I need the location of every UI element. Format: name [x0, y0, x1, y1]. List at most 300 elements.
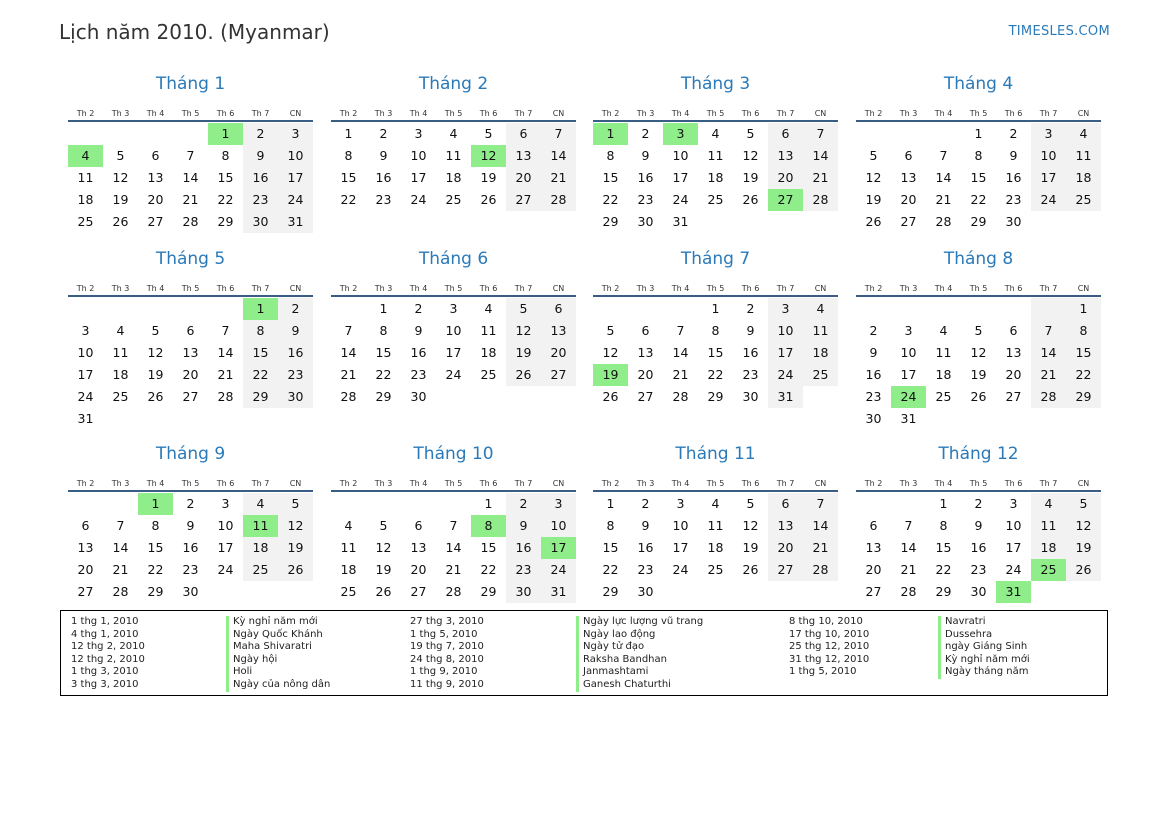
day-cell[interactable]: 19 [112, 192, 129, 207]
day-cell[interactable]: 28 [1031, 386, 1066, 408]
day-cell[interactable]: 8 [344, 148, 353, 163]
day-cell[interactable]: 26 [1066, 559, 1101, 581]
day-cell[interactable]: 10 [768, 320, 803, 342]
day-cell[interactable]: 30 [243, 211, 278, 233]
day-cell[interactable]: 21 [445, 562, 462, 577]
day-cell[interactable]: 29 [480, 584, 497, 599]
day-cell[interactable]: 1 [711, 301, 720, 316]
day-cell[interactable]: 22 [375, 367, 392, 382]
day-cell[interactable]: 2 [974, 496, 983, 511]
brand-link[interactable]: TIMESLES.COM [1008, 24, 1110, 39]
day-cell[interactable]: 29 [217, 214, 234, 229]
day-cell[interactable]: 9 [1009, 148, 1018, 163]
day-cell[interactable]: 21 [340, 367, 357, 382]
day-cell[interactable]: 11 [707, 518, 724, 533]
day-cell[interactable]: 17 [1005, 540, 1022, 555]
day-cell[interactable]: 7 [939, 148, 948, 163]
day-cell[interactable]: 18 [243, 537, 278, 559]
day-cell[interactable]: 3 [1009, 496, 1018, 511]
day-cell[interactable]: 11 [803, 320, 838, 342]
day-cell[interactable]: 9 [243, 145, 278, 167]
day-cell[interactable]: 30 [865, 411, 882, 426]
day-cell[interactable]: 14 [900, 540, 917, 555]
day-cell[interactable]: 12 [742, 148, 759, 163]
holiday-day[interactable]: 19 [593, 364, 628, 386]
day-cell[interactable]: 31 [278, 211, 313, 233]
day-cell[interactable]: 23 [1005, 192, 1022, 207]
day-cell[interactable]: 25 [243, 559, 278, 581]
day-cell[interactable]: 18 [445, 170, 462, 185]
day-cell[interactable]: 9 [379, 148, 388, 163]
day-cell[interactable]: 27 [865, 584, 882, 599]
day-cell[interactable]: 28 [541, 189, 576, 211]
day-cell[interactable]: 4 [711, 126, 720, 141]
day-cell[interactable]: 12 [602, 345, 619, 360]
day-cell[interactable]: 5 [1066, 493, 1101, 515]
day-cell[interactable]: 17 [900, 367, 917, 382]
day-cell[interactable]: 19 [1066, 537, 1101, 559]
day-cell[interactable]: 11 [1031, 515, 1066, 537]
day-cell[interactable]: 30 [742, 389, 759, 404]
day-cell[interactable]: 2 [746, 301, 755, 316]
day-cell[interactable]: 12 [147, 345, 164, 360]
day-cell[interactable]: 20 [768, 167, 803, 189]
day-cell[interactable]: 12 [970, 345, 987, 360]
day-cell[interactable]: 14 [803, 515, 838, 537]
day-cell[interactable]: 5 [484, 126, 493, 141]
day-cell[interactable]: 18 [480, 345, 497, 360]
day-cell[interactable]: 1 [974, 126, 983, 141]
day-cell[interactable]: 27 [900, 214, 917, 229]
day-cell[interactable]: 10 [672, 148, 689, 163]
day-cell[interactable]: 24 [445, 367, 462, 382]
day-cell[interactable]: 30 [410, 389, 427, 404]
day-cell[interactable]: 16 [375, 170, 392, 185]
day-cell[interactable]: 24 [672, 562, 689, 577]
day-cell[interactable]: 11 [935, 345, 952, 360]
day-cell[interactable]: 26 [865, 214, 882, 229]
day-cell[interactable]: 13 [147, 170, 164, 185]
day-cell[interactable]: 15 [217, 170, 234, 185]
day-cell[interactable]: 7 [344, 323, 353, 338]
day-cell[interactable]: 8 [939, 518, 948, 533]
day-cell[interactable]: 10 [410, 148, 427, 163]
day-cell[interactable]: 16 [243, 167, 278, 189]
day-cell[interactable]: 14 [445, 540, 462, 555]
day-cell[interactable]: 22 [243, 364, 278, 386]
day-cell[interactable]: 29 [707, 389, 724, 404]
day-cell[interactable]: 12 [375, 540, 392, 555]
day-cell[interactable]: 16 [506, 537, 541, 559]
day-cell[interactable]: 29 [1066, 386, 1101, 408]
day-cell[interactable]: 28 [182, 214, 199, 229]
day-cell[interactable]: 28 [935, 214, 952, 229]
day-cell[interactable]: 10 [541, 515, 576, 537]
day-cell[interactable]: 23 [182, 562, 199, 577]
day-cell[interactable]: 13 [768, 145, 803, 167]
day-cell[interactable]: 18 [1031, 537, 1066, 559]
day-cell[interactable]: 18 [112, 367, 129, 382]
day-cell[interactable]: 2 [243, 123, 278, 145]
day-cell[interactable]: 14 [340, 345, 357, 360]
day-cell[interactable]: 18 [803, 342, 838, 364]
day-cell[interactable]: 2 [1009, 126, 1018, 141]
day-cell[interactable]: 17 [410, 170, 427, 185]
day-cell[interactable]: 7 [1031, 320, 1066, 342]
day-cell[interactable]: 15 [375, 345, 392, 360]
day-cell[interactable]: 13 [410, 540, 427, 555]
day-cell[interactable]: 12 [865, 170, 882, 185]
day-cell[interactable]: 26 [506, 364, 541, 386]
day-cell[interactable]: 14 [1031, 342, 1066, 364]
day-cell[interactable]: 17 [1031, 167, 1066, 189]
day-cell[interactable]: 19 [742, 540, 759, 555]
day-cell[interactable]: 8 [711, 323, 720, 338]
day-cell[interactable]: 1 [379, 301, 388, 316]
day-cell[interactable]: 13 [77, 540, 94, 555]
day-cell[interactable]: 7 [186, 148, 195, 163]
day-cell[interactable]: 25 [1066, 189, 1101, 211]
day-cell[interactable]: 4 [449, 126, 458, 141]
day-cell[interactable]: 10 [1005, 518, 1022, 533]
day-cell[interactable]: 29 [935, 584, 952, 599]
day-cell[interactable]: 8 [221, 148, 230, 163]
day-cell[interactable]: 19 [375, 562, 392, 577]
day-cell[interactable]: 1 [484, 496, 493, 511]
day-cell[interactable]: 7 [116, 518, 125, 533]
day-cell[interactable]: 3 [221, 496, 230, 511]
day-cell[interactable]: 8 [151, 518, 160, 533]
day-cell[interactable]: 18 [340, 562, 357, 577]
day-cell[interactable]: 20 [541, 342, 576, 364]
day-cell[interactable]: 3 [768, 298, 803, 320]
day-cell[interactable]: 11 [77, 170, 94, 185]
day-cell[interactable]: 22 [340, 192, 357, 207]
day-cell[interactable]: 3 [278, 123, 313, 145]
day-cell[interactable]: 21 [803, 537, 838, 559]
day-cell[interactable]: 27 [541, 364, 576, 386]
day-cell[interactable]: 2 [869, 323, 878, 338]
holiday-day[interactable]: 1 [593, 123, 628, 145]
day-cell[interactable]: 20 [865, 562, 882, 577]
day-cell[interactable]: 5 [869, 148, 878, 163]
day-cell[interactable]: 6 [541, 298, 576, 320]
day-cell[interactable]: 4 [1066, 123, 1101, 145]
holiday-day[interactable]: 11 [243, 515, 278, 537]
day-cell[interactable]: 25 [707, 562, 724, 577]
day-cell[interactable]: 5 [606, 323, 615, 338]
day-cell[interactable]: 3 [541, 493, 576, 515]
holiday-day[interactable]: 1 [243, 298, 278, 320]
day-cell[interactable]: 8 [606, 148, 615, 163]
day-cell[interactable]: 6 [641, 323, 650, 338]
day-cell[interactable]: 29 [602, 584, 619, 599]
day-cell[interactable]: 29 [375, 389, 392, 404]
day-cell[interactable]: 31 [541, 581, 576, 603]
day-cell[interactable]: 26 [278, 559, 313, 581]
day-cell[interactable]: 8 [974, 148, 983, 163]
day-cell[interactable]: 20 [182, 367, 199, 382]
day-cell[interactable]: 7 [449, 518, 458, 533]
day-cell[interactable]: 22 [217, 192, 234, 207]
day-cell[interactable]: 25 [340, 584, 357, 599]
day-cell[interactable]: 15 [243, 342, 278, 364]
day-cell[interactable]: 2 [641, 496, 650, 511]
day-cell[interactable]: 18 [707, 170, 724, 185]
day-cell[interactable]: 6 [151, 148, 160, 163]
day-cell[interactable]: 31 [768, 386, 803, 408]
day-cell[interactable]: 15 [480, 540, 497, 555]
day-cell[interactable]: 16 [278, 342, 313, 364]
day-cell[interactable]: 7 [803, 493, 838, 515]
day-cell[interactable]: 5 [379, 518, 388, 533]
day-cell[interactable]: 4 [344, 518, 353, 533]
day-cell[interactable]: 3 [676, 496, 685, 511]
day-cell[interactable]: 14 [672, 345, 689, 360]
day-cell[interactable]: 9 [186, 518, 195, 533]
day-cell[interactable]: 12 [112, 170, 129, 185]
day-cell[interactable]: 2 [186, 496, 195, 511]
day-cell[interactable]: 14 [217, 345, 234, 360]
day-cell[interactable]: 14 [112, 540, 129, 555]
day-cell[interactable]: 25 [935, 389, 952, 404]
day-cell[interactable]: 28 [112, 584, 129, 599]
day-cell[interactable]: 14 [803, 145, 838, 167]
day-cell[interactable]: 20 [900, 192, 917, 207]
day-cell[interactable]: 3 [81, 323, 90, 338]
day-cell[interactable]: 9 [869, 345, 878, 360]
day-cell[interactable]: 22 [707, 367, 724, 382]
day-cell[interactable]: 9 [641, 518, 650, 533]
day-cell[interactable]: 13 [865, 540, 882, 555]
day-cell[interactable]: 28 [445, 584, 462, 599]
day-cell[interactable]: 8 [243, 320, 278, 342]
day-cell[interactable]: 23 [742, 367, 759, 382]
day-cell[interactable]: 19 [742, 170, 759, 185]
day-cell[interactable]: 30 [970, 584, 987, 599]
day-cell[interactable]: 24 [1005, 562, 1022, 577]
day-cell[interactable]: 26 [970, 389, 987, 404]
day-cell[interactable]: 30 [1005, 214, 1022, 229]
day-cell[interactable]: 19 [865, 192, 882, 207]
day-cell[interactable]: 11 [112, 345, 129, 360]
day-cell[interactable]: 5 [278, 493, 313, 515]
day-cell[interactable]: 16 [182, 540, 199, 555]
day-cell[interactable]: 18 [935, 367, 952, 382]
day-cell[interactable]: 14 [935, 170, 952, 185]
day-cell[interactable]: 5 [151, 323, 160, 338]
day-cell[interactable]: 18 [707, 540, 724, 555]
day-cell[interactable]: 10 [217, 518, 234, 533]
day-cell[interactable]: 18 [77, 192, 94, 207]
day-cell[interactable]: 16 [637, 170, 654, 185]
day-cell[interactable]: 6 [904, 148, 913, 163]
day-cell[interactable]: 11 [1066, 145, 1101, 167]
day-cell[interactable]: 27 [182, 389, 199, 404]
day-cell[interactable]: 26 [480, 192, 497, 207]
day-cell[interactable]: 10 [77, 345, 94, 360]
day-cell[interactable]: 24 [1031, 189, 1066, 211]
day-cell[interactable]: 16 [742, 345, 759, 360]
day-cell[interactable]: 5 [506, 298, 541, 320]
day-cell[interactable]: 16 [410, 345, 427, 360]
day-cell[interactable]: 4 [243, 493, 278, 515]
day-cell[interactable]: 20 [147, 192, 164, 207]
day-cell[interactable]: 27 [77, 584, 94, 599]
day-cell[interactable]: 27 [1005, 389, 1022, 404]
day-cell[interactable]: 21 [541, 167, 576, 189]
day-cell[interactable]: 17 [768, 342, 803, 364]
day-cell[interactable]: 24 [410, 192, 427, 207]
day-cell[interactable]: 13 [182, 345, 199, 360]
day-cell[interactable]: 27 [506, 189, 541, 211]
day-cell[interactable]: 2 [506, 493, 541, 515]
day-cell[interactable]: 9 [974, 518, 983, 533]
day-cell[interactable]: 7 [541, 123, 576, 145]
day-cell[interactable]: 15 [147, 540, 164, 555]
day-cell[interactable]: 25 [445, 192, 462, 207]
day-cell[interactable]: 23 [970, 562, 987, 577]
day-cell[interactable]: 30 [506, 581, 541, 603]
day-cell[interactable]: 7 [904, 518, 913, 533]
day-cell[interactable]: 30 [637, 214, 654, 229]
day-cell[interactable]: 22 [602, 192, 619, 207]
day-cell[interactable]: 21 [803, 167, 838, 189]
day-cell[interactable]: 20 [637, 367, 654, 382]
day-cell[interactable]: 25 [77, 214, 94, 229]
day-cell[interactable]: 2 [641, 126, 650, 141]
day-cell[interactable]: 28 [672, 389, 689, 404]
day-cell[interactable]: 15 [1066, 342, 1101, 364]
day-cell[interactable]: 1 [606, 496, 615, 511]
holiday-day[interactable]: 24 [891, 386, 926, 408]
day-cell[interactable]: 27 [410, 584, 427, 599]
day-cell[interactable]: 20 [506, 167, 541, 189]
day-cell[interactable]: 14 [541, 145, 576, 167]
day-cell[interactable]: 26 [375, 584, 392, 599]
day-cell[interactable]: 20 [768, 537, 803, 559]
day-cell[interactable]: 21 [1031, 364, 1066, 386]
day-cell[interactable]: 8 [606, 518, 615, 533]
day-cell[interactable]: 22 [935, 562, 952, 577]
holiday-day[interactable]: 3 [663, 123, 698, 145]
day-cell[interactable]: 24 [768, 364, 803, 386]
day-cell[interactable]: 11 [445, 148, 462, 163]
day-cell[interactable]: 14 [182, 170, 199, 185]
holiday-day[interactable]: 8 [471, 515, 506, 537]
day-cell[interactable]: 8 [379, 323, 388, 338]
day-cell[interactable]: 16 [865, 367, 882, 382]
day-cell[interactable]: 20 [1005, 367, 1022, 382]
day-cell[interactable]: 6 [768, 493, 803, 515]
day-cell[interactable]: 4 [484, 301, 493, 316]
holiday-day[interactable]: 17 [541, 537, 576, 559]
day-cell[interactable]: 28 [340, 389, 357, 404]
day-cell[interactable]: 24 [541, 559, 576, 581]
day-cell[interactable]: 15 [340, 170, 357, 185]
day-cell[interactable]: 21 [900, 562, 917, 577]
day-cell[interactable]: 16 [1005, 170, 1022, 185]
day-cell[interactable]: 15 [707, 345, 724, 360]
day-cell[interactable]: 23 [865, 389, 882, 404]
day-cell[interactable]: 9 [746, 323, 755, 338]
day-cell[interactable]: 4 [116, 323, 125, 338]
day-cell[interactable]: 23 [410, 367, 427, 382]
day-cell[interactable]: 13 [768, 515, 803, 537]
day-cell[interactable]: 11 [707, 148, 724, 163]
holiday-day[interactable]: 4 [68, 145, 103, 167]
day-cell[interactable]: 17 [217, 540, 234, 555]
day-cell[interactable]: 19 [480, 170, 497, 185]
holiday-day[interactable]: 25 [1031, 559, 1066, 581]
day-cell[interactable]: 23 [278, 364, 313, 386]
day-cell[interactable]: 11 [340, 540, 357, 555]
day-cell[interactable]: 13 [1005, 345, 1022, 360]
day-cell[interactable]: 10 [445, 323, 462, 338]
day-cell[interactable]: 6 [414, 518, 423, 533]
day-cell[interactable]: 25 [112, 389, 129, 404]
day-cell[interactable]: 2 [379, 126, 388, 141]
day-cell[interactable]: 15 [602, 540, 619, 555]
day-cell[interactable]: 25 [803, 364, 838, 386]
day-cell[interactable]: 27 [147, 214, 164, 229]
day-cell[interactable]: 9 [506, 515, 541, 537]
day-cell[interactable]: 5 [974, 323, 983, 338]
day-cell[interactable]: 2 [278, 298, 313, 320]
day-cell[interactable]: 17 [278, 167, 313, 189]
day-cell[interactable]: 17 [672, 170, 689, 185]
day-cell[interactable]: 13 [541, 320, 576, 342]
day-cell[interactable]: 29 [602, 214, 619, 229]
day-cell[interactable]: 5 [746, 126, 755, 141]
day-cell[interactable]: 22 [480, 562, 497, 577]
day-cell[interactable]: 31 [672, 214, 689, 229]
day-cell[interactable]: 24 [77, 389, 94, 404]
holiday-day[interactable]: 31 [996, 581, 1031, 603]
day-cell[interactable]: 10 [672, 518, 689, 533]
day-cell[interactable]: 6 [506, 123, 541, 145]
day-cell[interactable]: 9 [278, 320, 313, 342]
day-cell[interactable]: 1 [1066, 298, 1101, 320]
day-cell[interactable]: 15 [970, 170, 987, 185]
day-cell[interactable]: 21 [112, 562, 129, 577]
day-cell[interactable]: 17 [77, 367, 94, 382]
day-cell[interactable]: 10 [1031, 145, 1066, 167]
day-cell[interactable]: 27 [637, 389, 654, 404]
day-cell[interactable]: 21 [217, 367, 234, 382]
day-cell[interactable]: 23 [243, 189, 278, 211]
day-cell[interactable]: 22 [970, 192, 987, 207]
day-cell[interactable]: 13 [506, 145, 541, 167]
day-cell[interactable]: 22 [1066, 364, 1101, 386]
day-cell[interactable]: 4 [711, 496, 720, 511]
day-cell[interactable]: 24 [672, 192, 689, 207]
day-cell[interactable]: 6 [1009, 323, 1018, 338]
day-cell[interactable]: 28 [803, 189, 838, 211]
day-cell[interactable]: 29 [147, 584, 164, 599]
day-cell[interactable]: 29 [970, 214, 987, 229]
day-cell[interactable]: 3 [904, 323, 913, 338]
day-cell[interactable]: 12 [506, 320, 541, 342]
day-cell[interactable]: 2 [414, 301, 423, 316]
day-cell[interactable]: 23 [637, 192, 654, 207]
day-cell[interactable]: 6 [768, 123, 803, 145]
day-cell[interactable]: 7 [221, 323, 230, 338]
day-cell[interactable]: 26 [602, 389, 619, 404]
holiday-day[interactable]: 1 [208, 123, 243, 145]
day-cell[interactable]: 24 [217, 562, 234, 577]
day-cell[interactable]: 22 [602, 562, 619, 577]
